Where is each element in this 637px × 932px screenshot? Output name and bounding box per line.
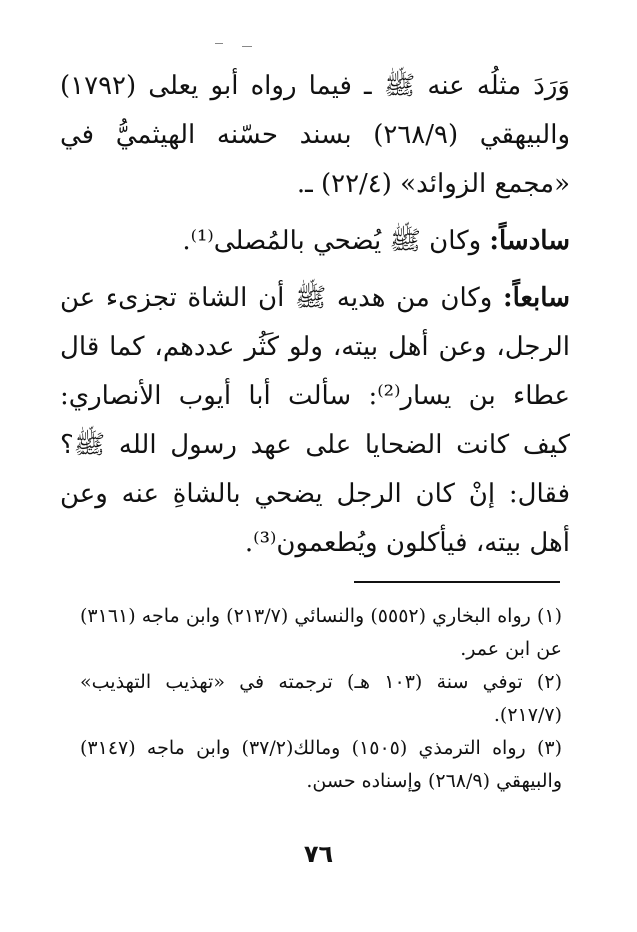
page-number: ٧٦ <box>303 840 334 868</box>
scan-speck <box>215 43 223 44</box>
paragraph-sixth <box>60 217 570 266</box>
footnote-3: (٣) رواه الترمذي (١٥٠٥) ومالك(٣٧/٢) وابن ماجه (٣١٤٧) والبيهقي (٢٦٨/٩) وإسناده حسن. <box>80 737 562 792</box>
heading-sixth: سادساً: <box>489 226 570 256</box>
footnote-2: (٢) توفي سنة (١٠٣ هـ) ترجمته في «تهذيب التهذيب» (٢١٧/٧). <box>80 671 562 726</box>
main-text <box>60 62 570 568</box>
paragraph-sixth-text: وكان ﷺ يُضحي بالمُصلى⁽¹⁾. <box>182 226 490 256</box>
paragraph-seventh-text: وكان من هديه ﷺ أن الشاة تجزىء عن الرجل، وعن أهل بيته، ولو كَثُر عددهم، كما قال عطاء بن يسار⁽²⁾: سألت أبا أيوب الأنصاري: كيف كانت الضحايا على عهد رسول الله ﷺ؟ فقال: إنْ كان الرجل يضحي بالشاةِ عنه وعن أهل بيته، فيأكلون ويُطعمون⁽³⁾. <box>60 283 570 558</box>
footnotes <box>80 600 562 798</box>
paragraph-seventh <box>60 274 570 568</box>
footnote-divider <box>354 581 560 583</box>
heading-seventh: سابعاً: <box>502 283 570 313</box>
footnote-1: (١) رواه البخاري (٥٥٥٢) والنسائي (٢١٣/٧) وابن ماجه (٣١٦١) عن ابن عمر. <box>80 605 562 660</box>
paragraph-hadith-abu-yala: وَرَدَ مثلُه عنه ﷺ ـ فيما رواه أبو يعلى (١٧٩٢) والبيهقي (٢٦٨/٩) بسند حسّنه الهيثميُّ في «مجمع الزوائد» (٢٢/٤) ـ. <box>60 71 570 199</box>
scan-speck <box>242 46 252 47</box>
